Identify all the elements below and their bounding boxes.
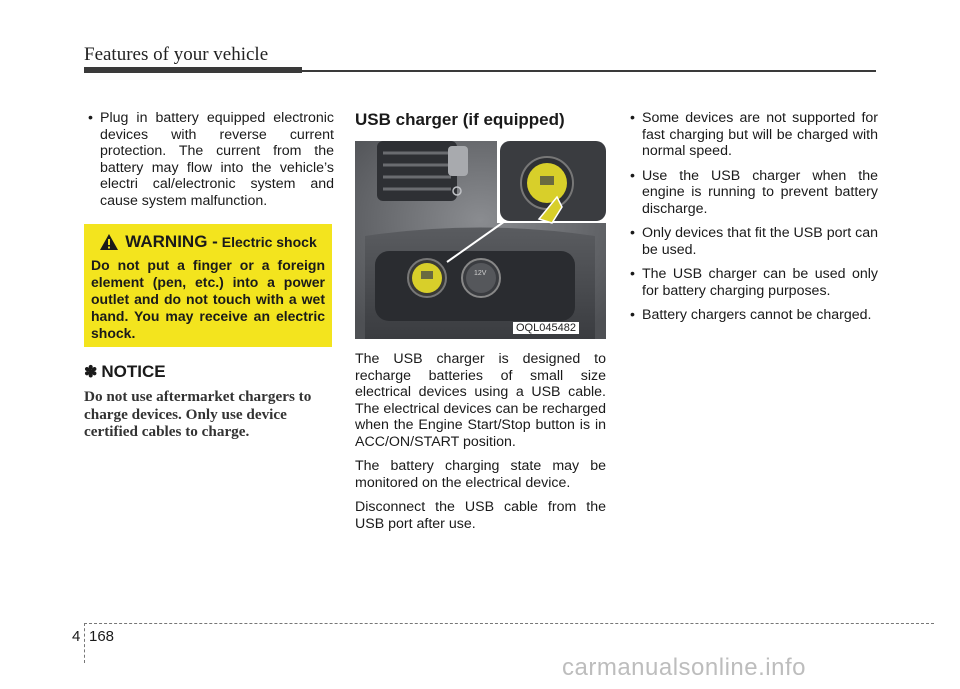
bullet-text: Only devices that fit the USB port can be used. xyxy=(642,225,878,258)
list-item xyxy=(626,307,878,324)
page-header-title: Features of your vehicle xyxy=(84,44,269,65)
bullet-dot: • xyxy=(630,167,635,184)
warning-text: Do not put a finger or a foreign element (pen, etc.) into a power outlet and do not touch with a wet hand. You may receive an electric shock. xyxy=(91,257,325,341)
list-item xyxy=(626,168,878,218)
notice-text: Do not use aftermarket chargers to charge devices. Only use device certified cables to charge. xyxy=(84,388,312,440)
warning-subtitle: Electric shock xyxy=(221,234,317,250)
bullet-text: Battery chargers cannot be charged. xyxy=(642,307,872,323)
notice-heading xyxy=(84,362,166,382)
chapter-number: 4 xyxy=(72,628,81,645)
usb-charger-photo xyxy=(355,141,606,339)
list-item xyxy=(626,225,878,258)
bullet-text: The USB charger can be used only for battery charging purposes. xyxy=(642,266,878,299)
warning-heading xyxy=(91,232,325,252)
right-column xyxy=(626,110,878,332)
image-code: OQL045482 xyxy=(513,322,579,334)
list-item xyxy=(84,110,334,209)
left-column xyxy=(84,110,334,217)
header-rule-thin xyxy=(302,70,876,72)
bullet-dot: • xyxy=(630,266,635,282)
footer-rule xyxy=(84,623,934,624)
svg-text:12V: 12V xyxy=(474,270,487,277)
bullet-text: Some devices are not supported for fast charging but will be charged with normal speed. xyxy=(642,110,878,159)
notice-title: NOTICE xyxy=(101,362,166,381)
footer-divider xyxy=(84,623,85,663)
list-item xyxy=(626,266,878,299)
paragraph: The USB charger is designed to recharge batteries of small size electrical devices using a USB cable. The electrical devices can be recharged when the Engine Start/Stop button is in ACC/ON/START position. xyxy=(355,351,606,450)
bullet-dot: • xyxy=(630,110,635,126)
header-rule-thick xyxy=(84,67,302,73)
list-item xyxy=(626,110,878,160)
warning-triangle-icon xyxy=(99,233,119,251)
section-title: USB charger (if equipped) xyxy=(355,110,565,129)
site-watermark: carmanualsonline.info xyxy=(562,654,806,681)
bullet-dot: • xyxy=(630,307,635,323)
bullet-text: Use the USB charger when the engine is running to prevent battery discharge. xyxy=(642,167,878,217)
notice-star-icon: ✽ xyxy=(84,364,98,381)
paragraph: The battery charging state may be monitored on the electrical device. xyxy=(355,458,606,491)
warning-box xyxy=(84,224,332,347)
page-number: 168 xyxy=(89,628,115,645)
bullet-dot: • xyxy=(88,110,93,126)
bullet-dot: • xyxy=(630,225,635,241)
paragraph: Disconnect the USB cable from the USB port after use. xyxy=(355,499,606,532)
bullet-text: Plug in battery equipped electronic devices with reverse current protection. The current from the battery may flow into the vehicle’s electri cal/electronic system and cause system malfunction. xyxy=(100,110,334,209)
warning-label: WARNING - xyxy=(125,232,218,251)
